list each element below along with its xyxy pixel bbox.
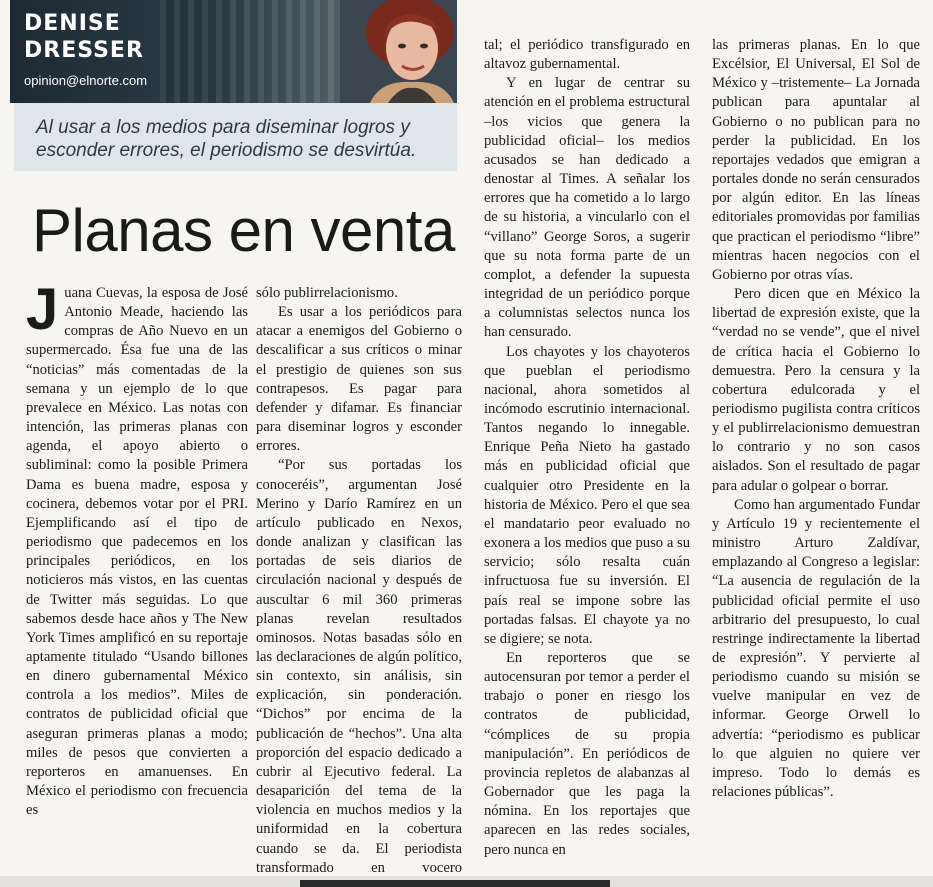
paragraph: “Por sus portadas los conoceréis”, argumentan José Merino y Darío Ramírez en un artículo publicado en Nexos, donde analizan y clasifican las portadas de seis diarios de circulación nacional y después de auscultar 6 mil 360 primeras planas revelan resultados ominosos. Notas basadas sólo en las declaraciones de algún político, sin contexto, sin análisis, sin explicación, sin ponderación. “Dichos” por encima de la publicación de “hechos”. Una alta proporción del espacio dedicado a cubrir al Ejecutivo federal. La desaparición del tema de la violencia en muchos medios y la uniformidad en la cobertura cuando se da. El periodista transformado en vocero	[256, 457, 462, 876]
paragraph: Como han argumentado Fundar y Artículo 19 y recientemente el ministro Arturo Zaldívar, emplazando al Congreso a legislar: “La ausencia de regulación de la publicidad oficial permite el uso arbitrario del presupuesto, lo cual restringe indirectamente la libertad de expresión”. Y pervierte al periodismo cuando su misión se vuelve manipular en vez de informar. George Orwell lo advertía: “periodismo es publicar lo que alguien no quiere ver impreso. Todo lo demás es relaciones públicas”.	[712, 496, 920, 801]
dek-bar	[10, 103, 457, 171]
paragraph: tal; el periódico transfigurado en altavoz gubernamental.	[484, 37, 690, 73]
paragraph-text: uana Cuevas, la esposa de José Antonio Meade, haciendo las compras de Año Nuevo en un supermercado. Ésa fue una de las “noticias” más comentadas de la semana y un ejemplo de lo que prevalece en México. Las notas con intención, las primeras planas con agenda, el apoyo abierto o subliminal: como la posible Primera Dama es buena madre, esposa y cocinera, debemos votar por el PRI. Ejemplificando así el tipo de periodismo que padecemos en los principales periódicos, en los noticieros más vistos, en las cuentas de Twitter más seguidas. Lo que sabemos desde hace años y The New York Times amplificó en su reportaje aptamente titulado “Usando billones en dinero gubernamental México controla a los medios”. Miles de contratos de publicidad oficial que aseguran primeras planas a modo; miles de pesos que convierten a reporteros en amanuenses. En México el periodismo con frecuencia es	[26, 285, 248, 819]
paragraph: Es usar a los periódicos para atacar a enemigos del Gobierno o descalificar a sus críticos o minar el prestigio de quienes son sus contrapesos. Es pagar para defender y difamar. Es financiar para diseminar logros y esconder errores.	[256, 304, 462, 455]
drop-cap: J	[26, 277, 59, 342]
columnist-header	[10, 0, 457, 103]
article-column-1	[26, 277, 248, 820]
article-column-2	[256, 284, 462, 887]
article-headline: Planas en venta	[32, 197, 455, 264]
author-email: opinion@elnorte.com	[24, 73, 148, 88]
paragraph: sólo publirrelacionismo.	[256, 285, 398, 301]
article-column-3	[484, 36, 690, 860]
paragraph: En reporteros que se autocensuran por temor a perder el trabajo o poner en riesgo los contratos de publicidad, “cómplices de su propia manipulación”. En periódicos de provincia repletos de alabanzas al Gobernador que les paga la nómina. En los reportajes que aparecen en las redes sociales, pero nunca en	[484, 650, 690, 858]
paragraph	[26, 277, 248, 820]
paragraph: Y en lugar de centrar su atención en el problema estructural –los vicios que genera la publicidad oficial– los medios acusados se han dedicado a denostar al Times. A señalar los errores que ha cometido a lo largo de su historia, a vincularlo con el “villano” George Soros, a sugerir que su nota forma parte de un complot, a defender la supuesta integridad de un periódico porque a columnistas selectos nunca los han censurado.	[484, 75, 690, 341]
author-photo	[340, 0, 457, 103]
paragraph: Pero dicen que en México la libertad de expresión existe, que la “verdad no se vende”, que el nivel de crítica hacia el Gobierno lo demuestra. Pero la censura y la cobertura edulcorada y el periodismo pugilista contra críticos y el publirrelacionismo demuestran lo contrario y no son casos aislados. Son el resultado de pagar para adular o golpear o borrar.	[712, 286, 920, 494]
author-name: DENISE DRESSER	[24, 11, 144, 63]
article-dek: Al usar a los medios para diseminar logros y esconder errores, el periodismo se desvirtúa.	[36, 117, 417, 161]
article-column-4	[712, 36, 920, 802]
paragraph: las primeras planas. En lo que Excélsior, El Universal, El Sol de México y –tristemente– La Jornada publican para apuntalar al Gobierno o no publican para no perder la publicidad. En los reportajes vedados que emigran a portales donde no serán censurados por algún editor. En las líneas editoriales promovidas por familias que practican el periodismo “libre” mientras hacen negocios con el Gobierno por otras vías.	[712, 37, 920, 283]
paragraph: Los chayotes y los chayoteros que pueblan el periodismo nacional, ahora sometidos al incómodo escrutinio internacional. Tantos negando lo innegable. Enrique Peña Nieto ha gastado más en publicidad oficial que cualquier otro Presidente en la historia de México. Pero el que sea el mandatario peor evaluado no exonera a los medios que puso a su servicio; sólo resalta cuán infructuosa fue su inversión. El país real se impone sobre las portadas falsas. El chayote ya no se digiere; se nota.	[484, 343, 690, 647]
page-bottom-edge	[0, 876, 933, 887]
